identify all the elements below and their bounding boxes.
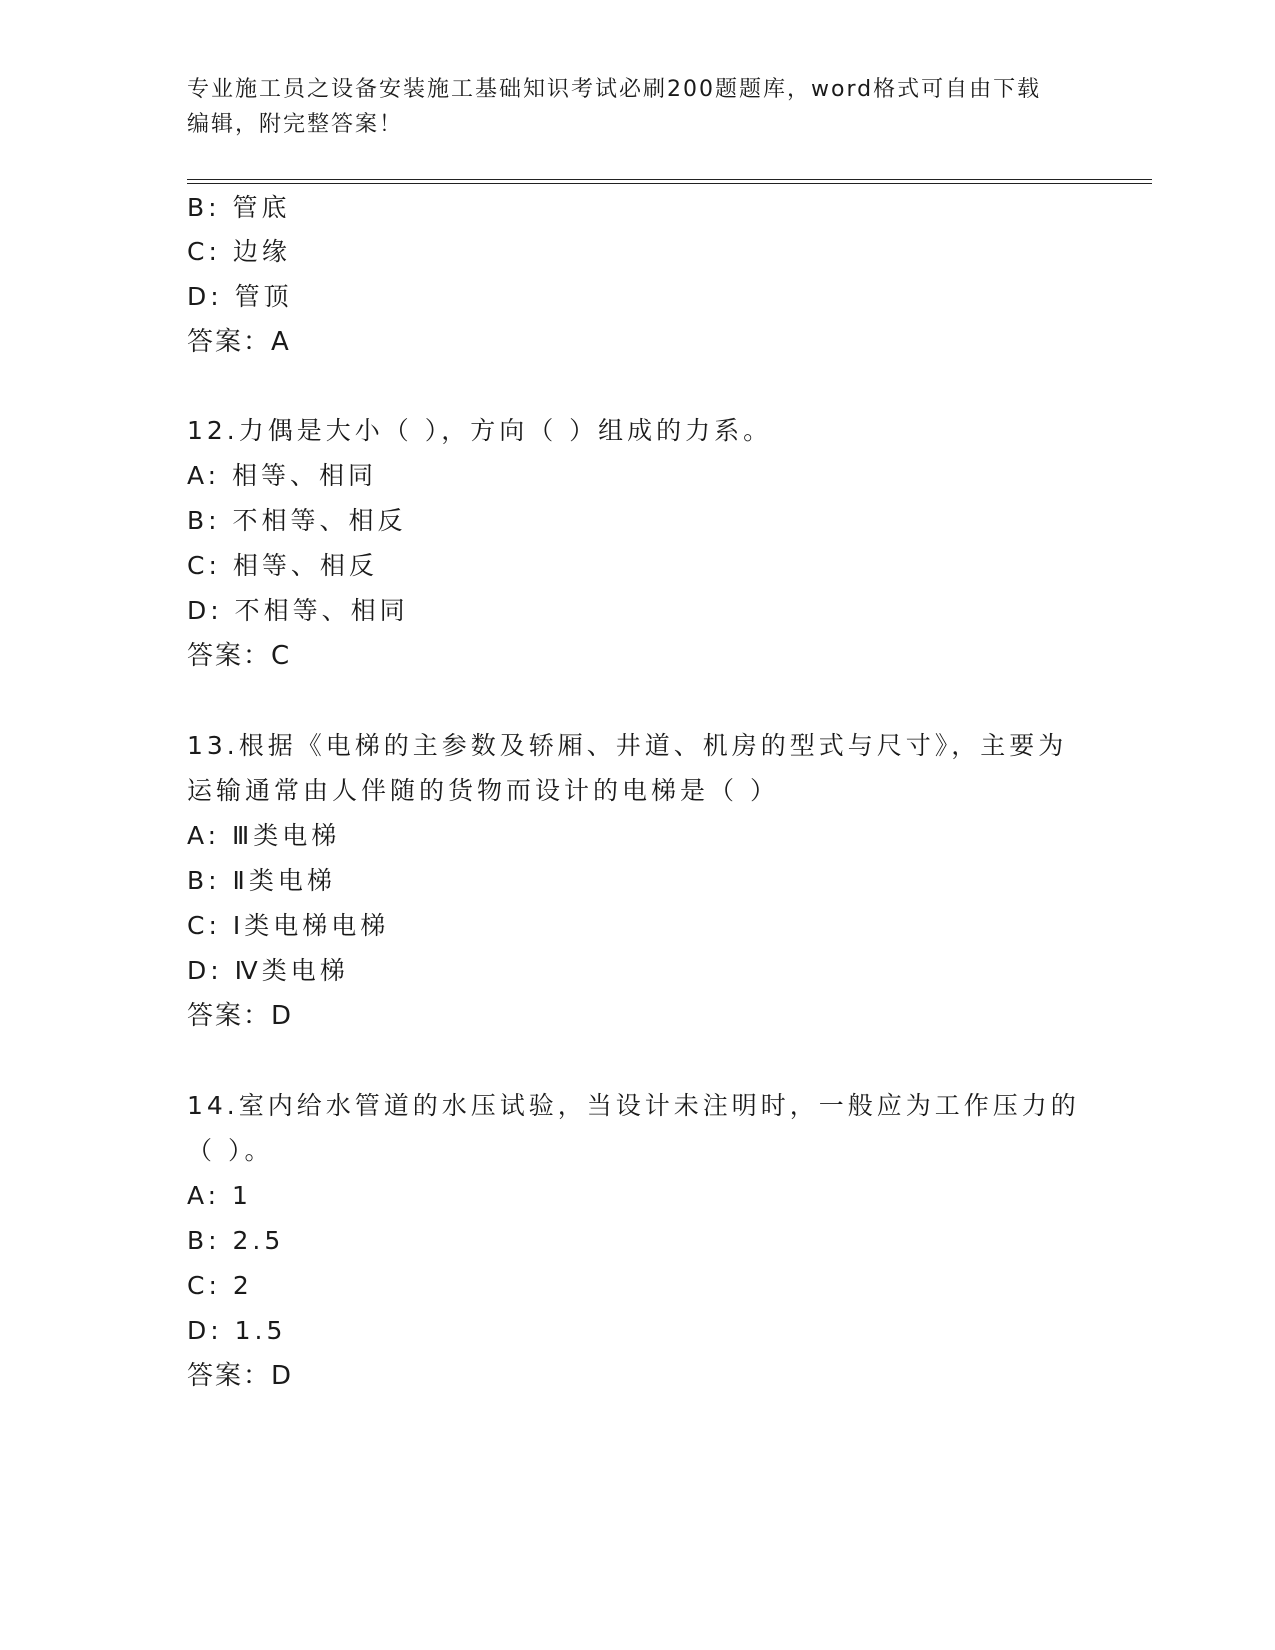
answer-label: 答案： (187, 641, 272, 671)
q14-option-a: A: 1 (187, 1181, 252, 1210)
q12-option-c: C: 相等、相反 (187, 551, 378, 580)
answer-value: C (271, 641, 290, 671)
q12-question: 12.力偶是大小（ ），方向（ ）组成的力系。 (187, 416, 773, 445)
header-title-line1: 专业施工员之设备安装施工基础知识考试必刷200题题库，word格式可自由下载 (187, 77, 1042, 102)
header-divider-bottom (187, 183, 1152, 184)
q13-answer (187, 1000, 291, 1032)
q14-question-line1: 14.室内给水管道的水压试验，当设计未注明时，一般应为工作压力的 (187, 1091, 1080, 1120)
q13-option-c: C: Ⅰ类电梯电梯 (187, 911, 390, 940)
q14-answer (187, 1360, 291, 1392)
answer-label: 答案： (187, 1361, 272, 1391)
q12-option-b: B: 不相等、相反 (187, 506, 407, 535)
q13-option-b: B: Ⅱ类电梯 (187, 866, 336, 895)
q11-answer (187, 326, 289, 358)
q13-option-d: D: Ⅳ类电梯 (187, 956, 349, 985)
q12-option-d: D: 不相等、相同 (187, 596, 409, 625)
q13-option-a: A: Ⅲ类电梯 (187, 821, 341, 850)
q12-option-a: A: 相等、相同 (187, 461, 378, 490)
answer-value: D (271, 1361, 292, 1391)
q11-option-b: B: 管底 (187, 193, 291, 222)
q13-question-line1: 13.根据《电梯的主参数及轿厢、井道、机房的型式与尺寸》，主要为 (187, 731, 1068, 760)
answer-label: 答案： (187, 1001, 272, 1031)
q14-question-line2: （ ）。 (187, 1136, 274, 1165)
header-divider-top (187, 179, 1152, 180)
header-title-line2: 编辑，附完整答案！ (187, 112, 404, 137)
q12-answer (187, 640, 289, 672)
answer-label: 答案： (187, 327, 272, 357)
q11-option-c: C: 边缘 (187, 237, 291, 266)
q14-option-d: D: 1.5 (187, 1316, 287, 1345)
answer-value: A (271, 327, 289, 357)
answer-value: D (271, 1001, 292, 1031)
q14-option-c: C: 2 (187, 1271, 253, 1300)
q13-question-line2: 运输通常由人伴随的货物而设计的电梯是（ ） (187, 776, 779, 805)
q11-option-d: D: 管顶 (187, 282, 293, 311)
document-header (187, 72, 1087, 142)
q14-option-b: B: 2.5 (187, 1226, 285, 1255)
